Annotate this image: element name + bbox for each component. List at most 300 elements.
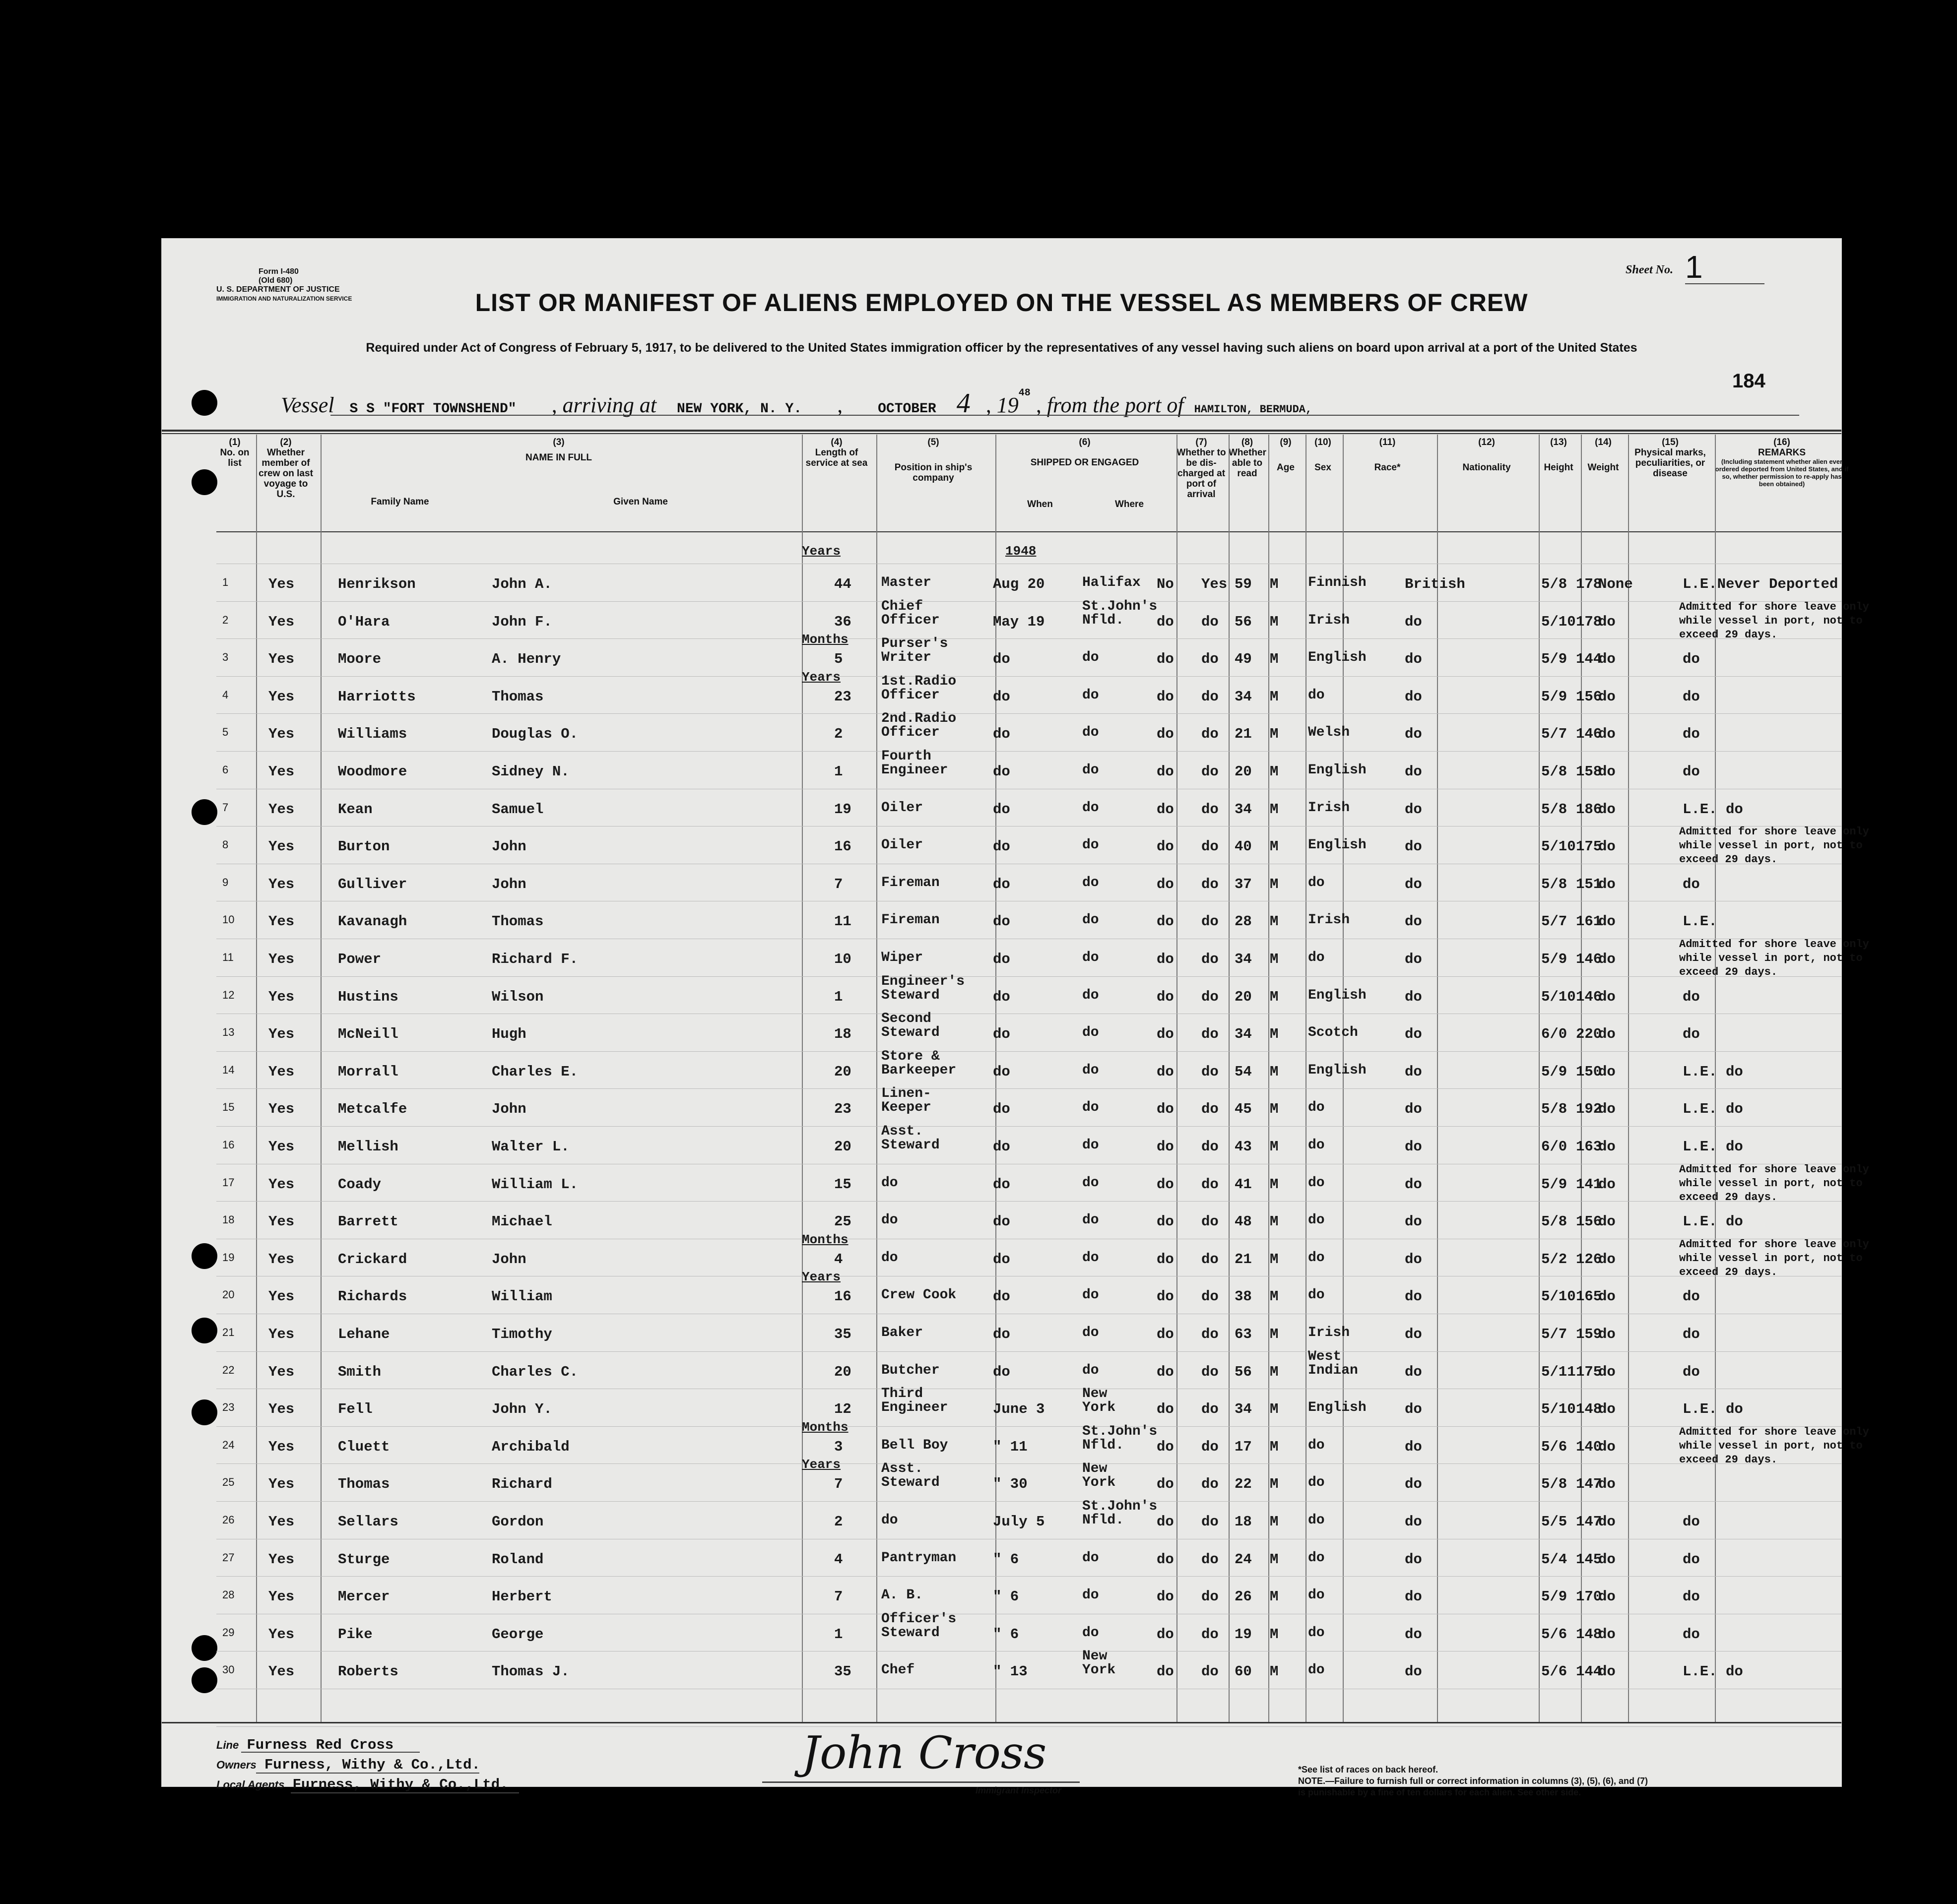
given-name: John F. xyxy=(492,613,552,630)
nationality: do xyxy=(1405,1326,1422,1342)
family-name: Kean xyxy=(338,801,373,818)
physical-marks: do xyxy=(1598,1176,1616,1193)
height: 5/6 xyxy=(1541,1438,1567,1455)
family-name: Thomas xyxy=(338,1476,390,1493)
age: 56 xyxy=(1235,613,1252,630)
sex: M xyxy=(1270,1438,1279,1455)
discharged: do xyxy=(1157,1176,1174,1193)
weight: 147 xyxy=(1576,1476,1602,1493)
family-name: Harriotts xyxy=(338,688,416,705)
discharged: do xyxy=(1157,1139,1174,1155)
weight: 144 xyxy=(1576,1663,1602,1680)
given-name: A. Henry xyxy=(492,651,561,668)
physical-marks: do xyxy=(1598,1101,1616,1118)
remarks: L.E. do xyxy=(1683,1213,1743,1230)
given-name: John Y. xyxy=(492,1401,552,1418)
service-length: 20 xyxy=(834,1063,851,1080)
height: 5/9 xyxy=(1541,651,1567,668)
remarks: L.E. do xyxy=(1683,1401,1743,1418)
shipped-when: do xyxy=(993,1288,1010,1305)
nationality: do xyxy=(1405,1514,1422,1530)
discharged: do xyxy=(1157,1626,1174,1643)
height: 6/0 xyxy=(1541,1026,1567,1043)
position: Wiper xyxy=(881,950,923,965)
owners-value: Furness, Withy & Co.,Ltd. xyxy=(264,1757,480,1773)
given-name: George xyxy=(492,1626,544,1643)
footer-line: Line Furness Red Cross xyxy=(216,1737,394,1753)
age: 28 xyxy=(1235,913,1252,930)
age: 43 xyxy=(1235,1139,1252,1155)
position: Chief xyxy=(881,598,923,614)
row-number: 7 xyxy=(222,801,229,814)
age: 19 xyxy=(1235,1626,1252,1643)
able-to-read: do xyxy=(1201,1063,1219,1080)
age: 59 xyxy=(1235,576,1252,592)
able-to-read: do xyxy=(1201,1401,1219,1418)
shipped-when: do xyxy=(993,951,1010,967)
remarks: do xyxy=(1683,1288,1700,1305)
nationality: do xyxy=(1405,613,1422,630)
shipped-when: do xyxy=(993,688,1010,705)
given-name: John xyxy=(492,1101,526,1118)
sex: M xyxy=(1270,1251,1279,1268)
header-family-name: Family Name xyxy=(371,497,429,507)
row-number: 13 xyxy=(222,1026,235,1039)
age: 34 xyxy=(1235,1026,1252,1043)
crew-last-voyage: Yes xyxy=(268,913,295,930)
family-name: Mellish xyxy=(338,1139,398,1155)
crew-last-voyage: Yes xyxy=(268,1626,295,1643)
position: Crew Cook xyxy=(881,1287,957,1303)
shipped-when: do xyxy=(993,1363,1010,1380)
service-length: 2 xyxy=(834,726,843,743)
shipped-where: do xyxy=(1082,1362,1099,1378)
family-name: Moore xyxy=(338,651,382,668)
height: 5/9 xyxy=(1541,951,1567,967)
given-name: Douglas O. xyxy=(492,726,579,743)
shipped-where: do xyxy=(1082,912,1099,928)
shore-leave-note: exceed 29 days. xyxy=(1679,1453,1778,1466)
discharged: do xyxy=(1157,876,1174,892)
shipped-where: do xyxy=(1082,800,1099,816)
race: do xyxy=(1308,1100,1325,1116)
height: 5/7 xyxy=(1541,1326,1567,1342)
shipped-where: Nfld. xyxy=(1082,1437,1124,1453)
position: Asst. xyxy=(881,1124,923,1139)
discharged: do xyxy=(1157,1063,1174,1080)
position: Engineer xyxy=(881,762,948,778)
shipped-where: York xyxy=(1082,1662,1116,1678)
age: 45 xyxy=(1235,1101,1252,1118)
discharged: do xyxy=(1157,1326,1174,1342)
weight: 126 xyxy=(1576,1251,1602,1268)
shore-leave-note: while vessel in port, not to xyxy=(1679,1439,1863,1452)
weight: 147 xyxy=(1576,1514,1602,1530)
footer-note-2: NOTE.—Failure to furnish full or correct information in columns (3), (5), (6), and (7) xyxy=(1298,1776,1648,1786)
able-to-read: do xyxy=(1201,1026,1219,1043)
position: 2nd.Radio xyxy=(881,711,957,727)
sex: M xyxy=(1270,688,1279,705)
age: 48 xyxy=(1235,1213,1252,1230)
shipped-when: June 3 xyxy=(993,1401,1045,1418)
race: do xyxy=(1308,1437,1325,1453)
row-number: 21 xyxy=(222,1326,235,1338)
service-length: 1 xyxy=(834,1626,843,1643)
position: Fireman xyxy=(881,912,940,928)
family-name: Kavanagh xyxy=(338,913,407,930)
position: Steward xyxy=(881,1625,940,1641)
crew-last-voyage: Yes xyxy=(268,1588,295,1605)
family-name: Metcalfe xyxy=(338,1101,407,1118)
row-number: 28 xyxy=(222,1588,235,1601)
row-number: 25 xyxy=(222,1476,235,1489)
family-name: Woodmore xyxy=(338,763,407,780)
sex: M xyxy=(1270,651,1279,668)
sex: M xyxy=(1270,1626,1279,1643)
sex: M xyxy=(1270,1551,1279,1568)
position: Barkeeper xyxy=(881,1062,957,1078)
physical-marks: do xyxy=(1598,1288,1616,1305)
weight: 192 xyxy=(1576,1101,1602,1118)
header-col-15: (15) Physical marks, peculiarities, or disease xyxy=(1634,437,1706,479)
height: 5/6 xyxy=(1541,1663,1567,1680)
remarks: L.E. do xyxy=(1683,1139,1743,1155)
nationality: do xyxy=(1405,1663,1422,1680)
given-name: Roland xyxy=(492,1551,544,1568)
row-number: 18 xyxy=(222,1213,235,1226)
physical-marks: do xyxy=(1598,1363,1616,1380)
service-length: 15 xyxy=(834,1176,851,1193)
shipped-where: do xyxy=(1082,687,1099,703)
remarks: do xyxy=(1683,1588,1700,1605)
weight: 151 xyxy=(1576,876,1602,892)
family-name: McNeill xyxy=(338,1026,398,1043)
able-to-read: do xyxy=(1201,801,1219,818)
age: 34 xyxy=(1235,951,1252,967)
shore-leave-note: while vessel in port, not to xyxy=(1679,952,1863,964)
shipped-where: Halifax xyxy=(1082,575,1141,590)
sex: M xyxy=(1270,1213,1279,1230)
nationality: do xyxy=(1405,1288,1422,1305)
shipped-when: do xyxy=(993,763,1010,780)
page-number: 184 xyxy=(1732,370,1765,392)
weight: 163 xyxy=(1576,1139,1602,1155)
crew-last-voyage: Yes xyxy=(268,1139,295,1155)
age: 38 xyxy=(1235,1288,1252,1305)
able-to-read: do xyxy=(1201,1288,1219,1305)
race: do xyxy=(1308,1212,1325,1228)
shipped-where: St.John's xyxy=(1082,598,1158,614)
nationality: do xyxy=(1405,1026,1422,1043)
form-identifier: Form I-480 (Old 680) U. S. DEPARTMENT OF JUSTICE IMMIGRATION AND NATURALIZATION SERVICE xyxy=(216,267,352,302)
position: Officer xyxy=(881,612,940,628)
physical-marks: do xyxy=(1598,1476,1616,1493)
family-name: O'Hara xyxy=(338,613,390,630)
remarks: L.E. do xyxy=(1683,1663,1743,1680)
nationality: do xyxy=(1405,1176,1422,1193)
shipped-where: St.John's xyxy=(1082,1423,1158,1439)
race: do xyxy=(1308,687,1325,703)
able-to-read: do xyxy=(1201,951,1219,967)
service-length: 20 xyxy=(834,1363,851,1380)
header-col-3: (3) NAME IN FULL xyxy=(525,437,592,463)
remarks: do xyxy=(1683,1326,1700,1342)
row-number: 16 xyxy=(222,1139,235,1151)
weight: 146 xyxy=(1576,951,1602,967)
weight: 140 xyxy=(1576,1438,1602,1455)
shore-leave-note: Admitted for shore leave only xyxy=(1679,1425,1869,1438)
sheet-label: Sheet No. xyxy=(1626,263,1673,276)
position: Fourth xyxy=(881,749,931,764)
discharged: do xyxy=(1157,913,1174,930)
shipped-where: York xyxy=(1082,1400,1116,1416)
able-to-read: do xyxy=(1201,613,1219,630)
agents-value: Furness, Withy & Co.,Ltd. xyxy=(292,1777,509,1793)
physical-marks: do xyxy=(1598,1514,1616,1530)
given-name: Gordon xyxy=(492,1514,544,1530)
age: 20 xyxy=(1235,763,1252,780)
race: Irish xyxy=(1308,800,1350,816)
binder-hole xyxy=(192,469,217,495)
shipped-where: do xyxy=(1082,725,1099,741)
sex: M xyxy=(1270,1588,1279,1605)
sex: M xyxy=(1270,1139,1279,1155)
shipped-when: do xyxy=(993,1326,1010,1342)
shipped-where: New xyxy=(1082,1461,1108,1477)
service-length: 35 xyxy=(834,1663,851,1680)
given-name: William xyxy=(492,1288,552,1305)
age: 24 xyxy=(1235,1551,1252,1568)
able-to-read: do xyxy=(1201,876,1219,892)
race: Indian xyxy=(1308,1362,1358,1378)
arrival-year: 48 xyxy=(1018,387,1031,399)
shipped-when: do xyxy=(993,1139,1010,1155)
shipped-when: " 11 xyxy=(993,1438,1028,1455)
family-name: Cluett xyxy=(338,1438,390,1455)
height: 5/9 xyxy=(1541,1588,1567,1605)
sex: M xyxy=(1270,1063,1279,1080)
height: 5/8 xyxy=(1541,801,1567,818)
family-name: Crickard xyxy=(338,1251,407,1268)
remarks: do xyxy=(1683,1363,1700,1380)
sex: M xyxy=(1270,838,1279,855)
binder-hole xyxy=(192,1635,217,1661)
position: Pantryman xyxy=(881,1550,957,1566)
able-to-read: do xyxy=(1201,838,1219,855)
binder-hole xyxy=(192,390,217,416)
service-length: 1 xyxy=(834,763,843,780)
shore-leave-note: while vessel in port, not to xyxy=(1679,1177,1863,1190)
race: English xyxy=(1308,1062,1367,1078)
service-length: 35 xyxy=(834,1326,851,1342)
nationality: do xyxy=(1405,726,1422,743)
sex: M xyxy=(1270,576,1279,592)
given-name: Wilson xyxy=(492,988,544,1005)
crew-last-voyage: Yes xyxy=(268,1476,295,1493)
position: Chef xyxy=(881,1662,915,1678)
sex: M xyxy=(1270,726,1279,743)
weight: 148 xyxy=(1576,1626,1602,1643)
age: 54 xyxy=(1235,1063,1252,1080)
nationality: do xyxy=(1405,1251,1422,1268)
service-length: 7 xyxy=(834,876,843,892)
physical-marks: do xyxy=(1598,1401,1616,1418)
able-to-read: do xyxy=(1201,1588,1219,1605)
sex: M xyxy=(1270,613,1279,630)
race: Welsh xyxy=(1308,725,1350,741)
remarks: do xyxy=(1683,651,1700,668)
discharged: do xyxy=(1157,1438,1174,1455)
nationality: do xyxy=(1405,913,1422,930)
discharged: do xyxy=(1157,801,1174,818)
position: Butcher xyxy=(881,1362,940,1378)
service-length: 4 xyxy=(834,1551,843,1568)
able-to-read: do xyxy=(1201,1101,1219,1118)
crew-last-voyage: Yes xyxy=(268,1363,295,1380)
race: English xyxy=(1308,837,1367,853)
weight: 186 xyxy=(1576,801,1602,818)
race: do xyxy=(1308,1250,1325,1266)
header-col-8: (8) Whether able to read xyxy=(1229,437,1266,479)
weight: 144 xyxy=(1576,651,1602,668)
discharged: do xyxy=(1157,1101,1174,1118)
row-number: 17 xyxy=(222,1176,235,1189)
weight: 156 xyxy=(1576,688,1602,705)
race: do xyxy=(1308,1287,1325,1303)
sex: M xyxy=(1270,1476,1279,1493)
sex: M xyxy=(1270,1101,1279,1118)
age: 60 xyxy=(1235,1663,1252,1680)
given-name: Walter L. xyxy=(492,1139,570,1155)
shipped-when: " 6 xyxy=(993,1551,1019,1568)
footer-agents: Local Agents Furness, Withy & Co.,Ltd. xyxy=(216,1777,509,1793)
header-when: When xyxy=(1027,499,1053,509)
able-to-read: Yes xyxy=(1201,576,1228,592)
sex: M xyxy=(1270,1026,1279,1043)
remarks: do xyxy=(1683,688,1700,705)
shore-leave-note: while vessel in port, not to xyxy=(1679,1252,1863,1265)
nationality: do xyxy=(1405,951,1422,967)
shipped-when: do xyxy=(993,913,1010,930)
service-length: 5 xyxy=(834,651,843,668)
crew-last-voyage: Yes xyxy=(268,1551,295,1568)
height: 5/10 xyxy=(1541,1401,1576,1418)
arrival-day: 4 xyxy=(956,388,971,419)
header-col-2: (2) Whether member of crew on last voyage to U.S. xyxy=(259,437,313,500)
shipped-where: do xyxy=(1082,950,1099,965)
height: 6/0 xyxy=(1541,1139,1567,1155)
row-number: 5 xyxy=(222,726,229,739)
race: do xyxy=(1308,1513,1325,1528)
position: Steward xyxy=(881,1025,940,1041)
binder-hole xyxy=(192,1399,217,1425)
remarks: do xyxy=(1683,763,1700,780)
crew-last-voyage: Yes xyxy=(268,1438,295,1455)
race: Finnish xyxy=(1308,575,1367,590)
position: Second xyxy=(881,1011,931,1027)
weight: 148 xyxy=(1576,1401,1602,1418)
service-length: 7 xyxy=(834,1476,843,1493)
able-to-read: do xyxy=(1201,913,1219,930)
discharged: do xyxy=(1157,1551,1174,1568)
row-number: 24 xyxy=(222,1438,235,1451)
vessel-line: Vessel S S "FORT TOWNSHEND" , arriving at NEW YORK, N. Y. , OCTOBER 4 , $19^{48}$ , from the port of HAMILTON, BERMUDA, xyxy=(281,387,1312,419)
crew-last-voyage: Yes xyxy=(268,1401,295,1418)
physical-marks: do xyxy=(1598,1026,1616,1043)
family-name: Barrett xyxy=(338,1213,398,1230)
service-length: 18 xyxy=(834,1026,851,1043)
service-length: 1 xyxy=(834,988,843,1005)
position: Engineer's xyxy=(881,973,965,989)
nationality: do xyxy=(1405,1213,1422,1230)
physical-marks: do xyxy=(1598,1251,1616,1268)
height: 5/10 xyxy=(1541,838,1576,855)
service-length: 36 xyxy=(834,613,851,630)
service-length: 3 xyxy=(834,1438,843,1455)
service-unit: Years xyxy=(802,1457,841,1472)
service-unit: Years xyxy=(802,1269,841,1285)
shipped-where: do xyxy=(1082,1550,1099,1566)
discharged: do xyxy=(1157,651,1174,668)
footer-owners: Owners Furness, Withy & Co.,Ltd. xyxy=(216,1757,480,1773)
binder-hole xyxy=(192,1318,217,1343)
weight: 146 xyxy=(1576,988,1602,1005)
position: Third xyxy=(881,1386,923,1402)
crew-last-voyage: Yes xyxy=(268,688,295,705)
shipped-where: St.John's xyxy=(1082,1499,1158,1514)
height: 5/6 xyxy=(1541,1626,1567,1643)
position: Engineer xyxy=(881,1400,948,1416)
shore-leave-note: exceed 29 days. xyxy=(1679,628,1778,641)
position: do xyxy=(881,1212,898,1228)
row-number: 6 xyxy=(222,763,229,776)
discharged: do xyxy=(1157,1288,1174,1305)
age: 49 xyxy=(1235,651,1252,668)
physical-marks: do xyxy=(1598,1213,1616,1230)
crew-last-voyage: Yes xyxy=(268,1288,295,1305)
height: 5/7 xyxy=(1541,726,1567,743)
weight: 178 xyxy=(1576,576,1602,592)
race: do xyxy=(1308,1475,1325,1491)
given-name: Timothy xyxy=(492,1326,552,1342)
physical-marks: do xyxy=(1598,726,1616,743)
race: do xyxy=(1308,875,1325,890)
shore-leave-note: while vessel in port, not to xyxy=(1679,839,1863,852)
height: 5/8 xyxy=(1541,1476,1567,1493)
row-number: 15 xyxy=(222,1101,235,1114)
given-name: Thomas J. xyxy=(492,1663,570,1680)
height: 5/2 xyxy=(1541,1251,1567,1268)
nationality: do xyxy=(1405,763,1422,780)
height: 5/10 xyxy=(1541,1288,1576,1305)
physical-marks: do xyxy=(1598,988,1616,1005)
shipped-where: do xyxy=(1082,1625,1099,1641)
shipped-when: do xyxy=(993,1176,1010,1193)
inspector-label: Immigrant Inspector xyxy=(976,1785,1062,1795)
sex: M xyxy=(1270,988,1279,1005)
position: Officer xyxy=(881,687,940,703)
row-number: 20 xyxy=(222,1288,235,1301)
departure-port: HAMILTON, BERMUDA, xyxy=(1194,403,1312,416)
able-to-read: do xyxy=(1201,651,1219,668)
discharged: do xyxy=(1157,1476,1174,1493)
nationality: do xyxy=(1405,688,1422,705)
shipped-where: do xyxy=(1082,1212,1099,1228)
family-name: Smith xyxy=(338,1363,382,1380)
remarks: L.E. do xyxy=(1683,801,1743,818)
service-unit: Years xyxy=(802,669,841,685)
row-number: 2 xyxy=(222,613,229,626)
